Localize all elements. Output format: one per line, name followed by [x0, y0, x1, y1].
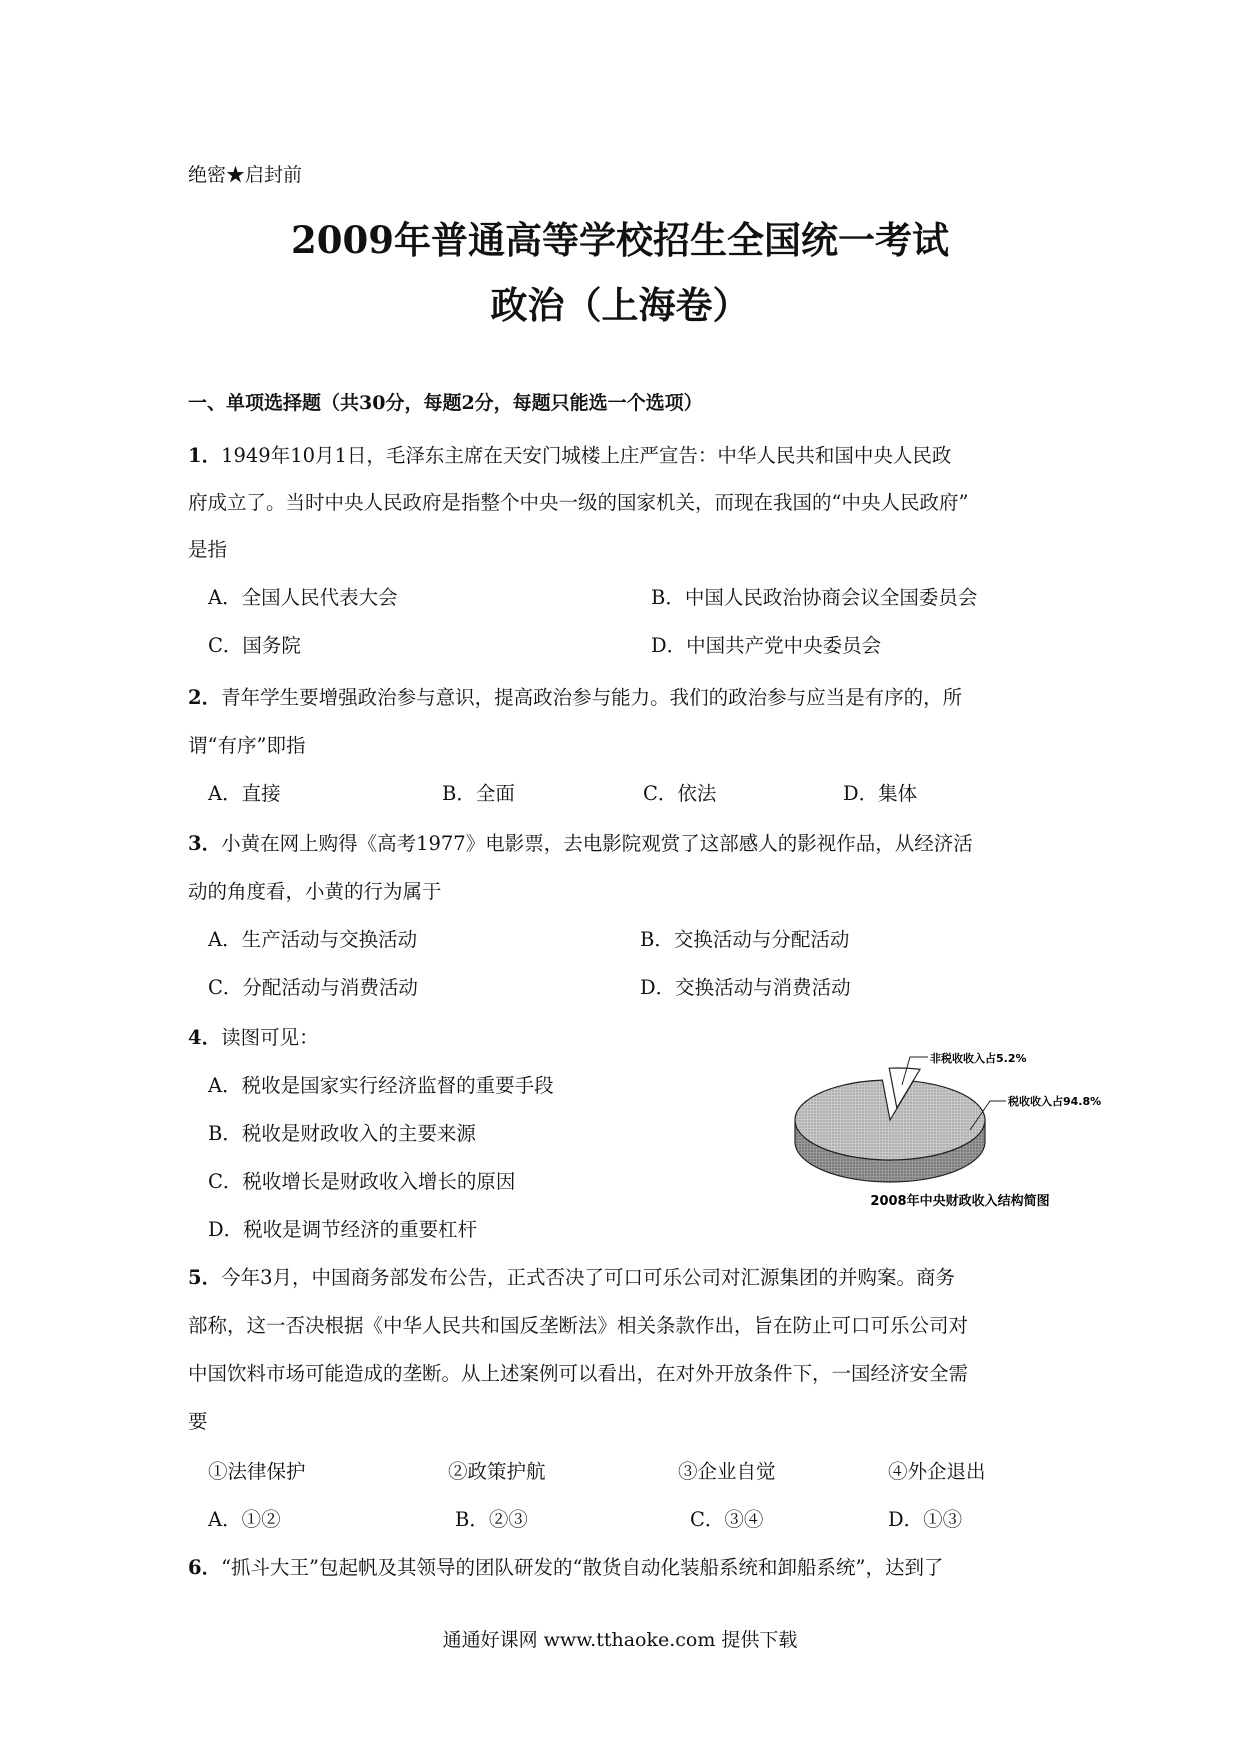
question-3-line-1 — [188, 828, 973, 856]
question-text: 小黄在网上购得《高考1977》电影票，去电影院观赏了这部感人的影视作品，从经济活 — [221, 832, 973, 855]
question-text: 青年学生要增强政治参与意识，提高政治参与能力。我们的政治参与应当是有序的，所 — [221, 686, 963, 709]
exam-title: 2009年普通高等学校招生全国统一考试 — [291, 218, 949, 262]
question-4-line-1 — [188, 1022, 319, 1050]
q1-option-a: A．全国人民代表大会 — [208, 586, 398, 609]
question-text: 今年3月，中国商务部发布公告，正式否决了可口可乐公司对汇源集团的并购案。商务 — [221, 1266, 955, 1289]
q4-option-c: C．税收增长是财政收入增长的原因 — [208, 1170, 516, 1193]
pie-label-tax: 税收收入占94.8% — [1008, 1095, 1102, 1108]
q3-option-d: D．交换活动与消费活动 — [640, 976, 851, 999]
question-text: 1949年10月1日，毛泽东主席在天安门城楼上庄严宣告：中华人民共和国中央人民政 — [221, 444, 952, 467]
question-5-line-1 — [188, 1262, 955, 1290]
question-1-line-3: 是指 — [188, 538, 228, 561]
q4-option-a: A．税收是国家实行经济监督的重要手段 — [208, 1074, 554, 1097]
q5-item-3: ③企业自觉 — [678, 1460, 776, 1483]
q5-item-1: ①法律保护 — [208, 1460, 306, 1483]
q5-option-b: B．②③ — [455, 1508, 528, 1531]
question-2-line-2: 谓“有序”即指 — [188, 734, 306, 757]
question-number: 3． — [188, 832, 222, 855]
question-5-line-2: 部称，这一否决根据《中华人民共和国反垄断法》相关条款作出，旨在防止可口可乐公司对 — [188, 1314, 969, 1337]
question-number: 2． — [188, 686, 222, 709]
q1-option-b: B．中国人民政治协商会议全国委员会 — [651, 586, 978, 609]
question-text: “抓斗大王”包起帆及其领导的团队研发的“散货自动化装船系统和卸船系统”，达到了 — [221, 1556, 944, 1579]
q2-option-d: D．集体 — [843, 782, 918, 805]
q2-option-c: C．依法 — [643, 782, 717, 805]
q5-item-2: ②政策护航 — [448, 1460, 546, 1483]
q3-option-b: B．交换活动与分配活动 — [640, 928, 850, 951]
q4-option-b: B．税收是财政收入的主要来源 — [208, 1122, 476, 1145]
pie-label-nontax: 非税收收入占5.2% — [930, 1052, 1027, 1065]
q5-item-4: ④外企退出 — [888, 1460, 986, 1483]
confidential-mark: 绝密★启封前 — [188, 164, 303, 186]
section-heading: 一、单项选择题（共30分，每题2分，每题只能选一个选项） — [188, 392, 703, 414]
question-2-line-1 — [188, 682, 962, 710]
question-1-line-1 — [188, 440, 951, 468]
q2-option-b: B．全面 — [442, 782, 515, 805]
pie-slice-tax — [795, 1080, 985, 1160]
q4-option-d: D．税收是调节经济的重要杠杆 — [208, 1218, 478, 1241]
q5-option-a: A．①② — [208, 1508, 281, 1531]
question-5-line-4: 要 — [188, 1410, 208, 1433]
question-number: 5． — [188, 1266, 222, 1289]
exam-subtitle: 政治（上海卷） — [490, 283, 750, 327]
question-number: 1． — [188, 444, 222, 467]
revenue-pie-chart — [790, 1045, 1130, 1220]
question-number: 4． — [188, 1026, 222, 1049]
q5-option-d: D．①③ — [888, 1508, 963, 1531]
q3-option-a: A．生产活动与交换活动 — [208, 928, 418, 951]
q3-option-c: C．分配活动与消费活动 — [208, 976, 418, 999]
q5-option-c: C．③④ — [690, 1508, 764, 1531]
question-3-line-2: 动的角度看，小黄的行为属于 — [188, 880, 442, 903]
question-5-line-3: 中国饮料市场可能造成的垄断。从上述案例可以看出，在对外开放条件下，一国经济安全需 — [188, 1362, 969, 1385]
question-number: 6． — [188, 1556, 222, 1579]
q2-option-a: A．直接 — [208, 782, 281, 805]
question-6-line-1 — [188, 1552, 943, 1580]
q1-option-c: C．国务院 — [208, 634, 301, 657]
question-text: 读图可见： — [221, 1026, 319, 1049]
question-1-line-2: 府成立了。当时中央人民政府是指整个中央一级的国家机关，而现在我国的“中央人民政府” — [188, 491, 969, 514]
page-footer: 通通好课网 www.tthaoke.com 提供下载 — [442, 1629, 798, 1651]
q1-option-d: D．中国共产党中央委员会 — [651, 634, 882, 657]
chart-title: 2008年中央财政收入结构简图 — [870, 1194, 1050, 1209]
